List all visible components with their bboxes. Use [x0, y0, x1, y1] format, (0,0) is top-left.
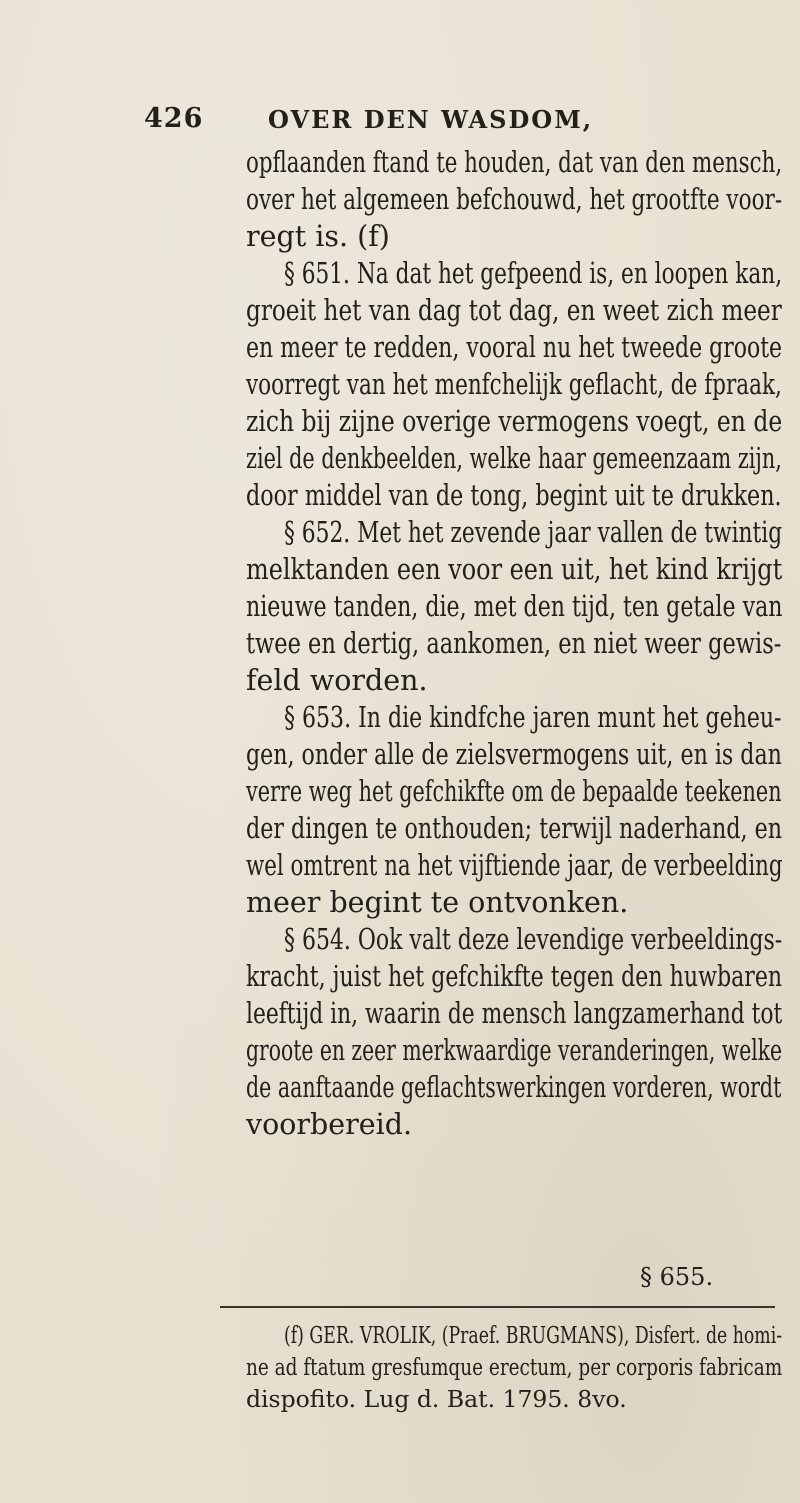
text-line: groote en zeer merkwaardige veranderingen, welke — [246, 1034, 783, 1067]
text-line: nieuwe tanden, die, met den tijd, ten getale van — [246, 590, 783, 623]
text-line: verre weg het gefchikfte om de bepaalde teekenen — [246, 775, 782, 808]
text-line: kracht, juist het gefchikfte tegen den huwbaren — [246, 960, 783, 993]
text-line: melktanden een voor een uit, het kind krijgt — [246, 553, 783, 586]
text-line: § 653. In die kindfche jaren munt het geheu- — [284, 701, 782, 734]
text-line: der dingen te onthouden; terwijl naderhand, en — [246, 812, 783, 845]
text-line: leeftijd in, waarin de mensch langzamerhand tot — [246, 997, 783, 1030]
text-line: opflaanden ftand te houden, dat van den mensch, — [246, 146, 783, 179]
text-line: groeit het van dag tot dag, en weet zich meer — [246, 294, 782, 327]
catchword: § 655. — [640, 1263, 714, 1291]
text-line: feld worden. — [246, 664, 428, 697]
text-line: ziel de denkbeelden, welke haar gemeenzaam zijn, — [246, 442, 782, 475]
text-line: meer begint te ontvonken. — [246, 886, 629, 919]
text-line: regt is. (f) — [246, 220, 390, 253]
text-line: wel omtrent na het vijftiende jaar, de verbeelding — [246, 849, 783, 882]
page-number: 426 — [144, 103, 204, 134]
footnote-line: (f) GER. VROLIK, (Praef. BRUGMANS), Disfert. de homi- — [284, 1321, 783, 1349]
text-line: door middel van de tong, begint uit te drukken. — [246, 479, 782, 512]
footnote-line: dispofito. Lug d. Bat. 1795. 8vo. — [246, 1385, 627, 1413]
footnote-line: ne ad ftatum gresfumque erectum, per corporis fabricam — [246, 1353, 783, 1381]
text-line: voorbereid. — [246, 1108, 413, 1141]
text-line: de aanftaande geflachtswerkingen vorderen, wordt — [246, 1071, 782, 1104]
text-line: over het algemeen befchouwd, het grootfte voor- — [246, 183, 783, 216]
page-header — [0, 103, 800, 143]
footnote-divider — [220, 1306, 775, 1308]
text-line: gen, onder alle de zielsvermogens uit, en is dan — [246, 738, 782, 771]
text-line: § 651. Na dat het gefpeend is, en loopen kan, — [284, 257, 783, 290]
text-line: zich bij zijne overige vermogens voegt, en de — [246, 405, 783, 438]
text-line: § 654. Ook valt deze levendige verbeeldings- — [284, 923, 783, 956]
text-line: voorregt van het menfchelijk geflacht, de fpraak, — [246, 368, 782, 401]
text-line: § 652. Met het zevende jaar vallen de twintig — [284, 516, 783, 549]
running-head: OVER DEN WASDOM, — [268, 105, 594, 134]
text-line: en meer te redden, vooral nu het tweede groote — [246, 331, 783, 364]
text-line: twee en dertig, aankomen, en niet weer gewis- — [246, 627, 782, 660]
